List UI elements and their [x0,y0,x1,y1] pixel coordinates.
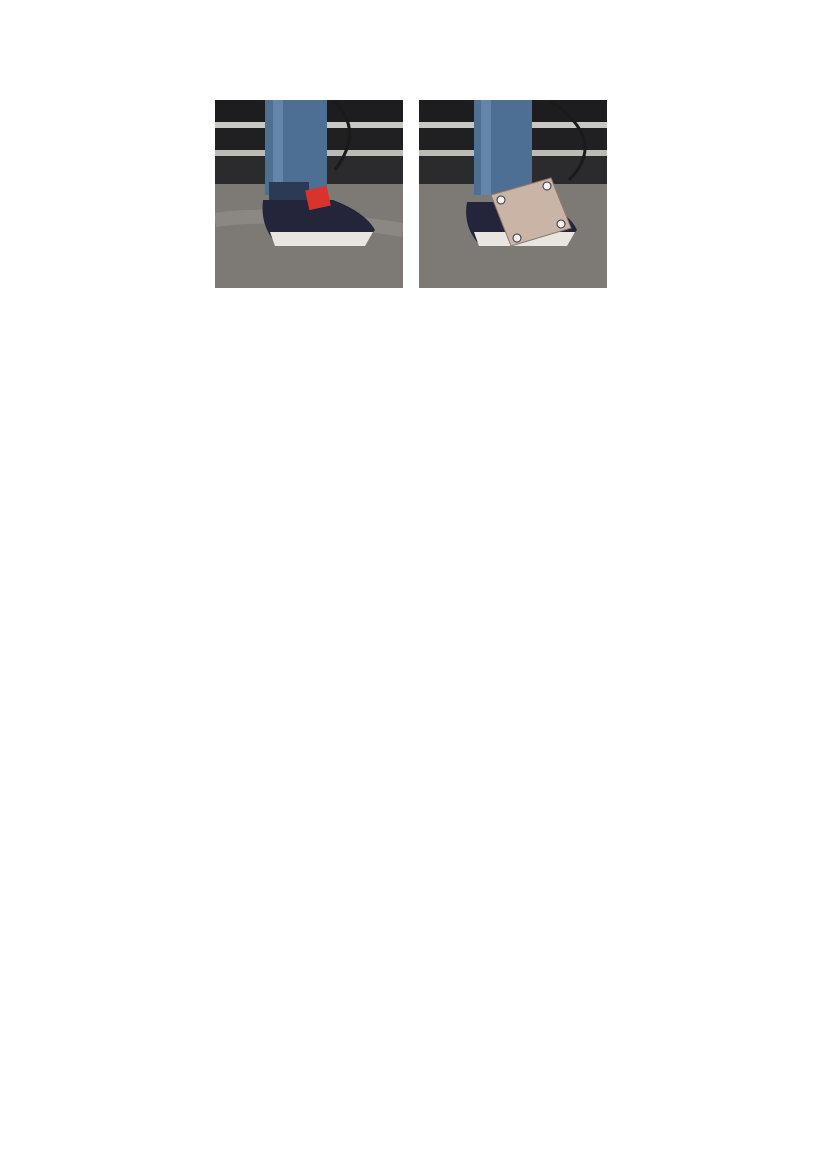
figure-3-caption [100,683,727,699]
